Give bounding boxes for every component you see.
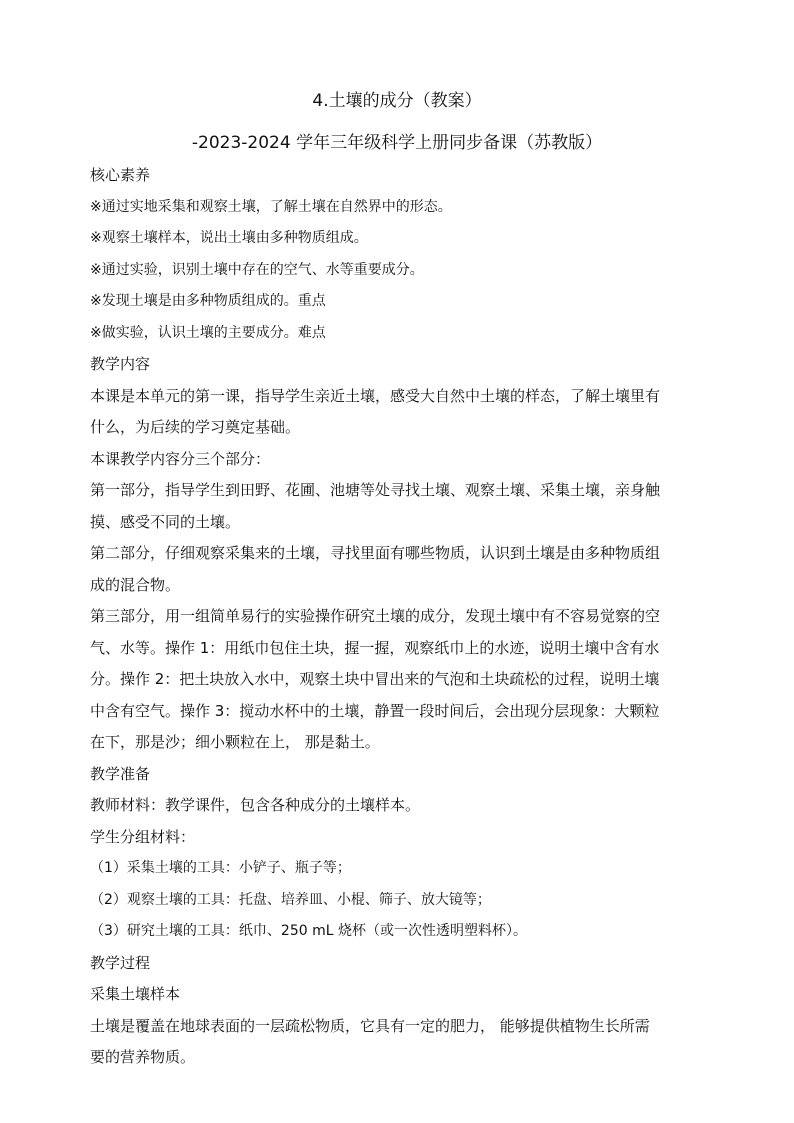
content-part1-line: 摸、感受不同的土壤。 <box>90 512 241 531</box>
document-subtitle: -2023-2024 学年三年级科学上册同步备课（苏教版） <box>191 133 603 153</box>
preparation-teacher: 教师材料：教学课件，包含各种成分的土壤样本。 <box>90 796 421 814</box>
section-heading-content: 教学内容 <box>90 355 151 373</box>
content-intro-line: 什么，为后续的学习奠定基础。 <box>90 418 301 436</box>
process-line: 土壤是覆盖在地球表面的一层疏松物质，它具有一定的肥力， 能够提供植物生长所需 <box>90 1016 650 1035</box>
content-part3-line: 第三部分，用一组简单易行的实验操作研究土壤的成分，发现土壤中有不容易觉察的空 <box>90 607 661 625</box>
content-part3-line: 分。操作 2：把土块放入水中，观察土块中冒出来的气泡和土块疏松的过程，说明土壤 <box>90 670 660 688</box>
preparation-item: （1）采集土壤的工具：小铲子、瓶子等； <box>90 860 351 876</box>
preparation-item: （2）观察土壤的工具：托盘、培养皿、小棍、筛子、放大镜等； <box>90 891 491 908</box>
content-parts-label: 本课教学内容分三个部分： <box>90 449 271 468</box>
core-literacy-item: ※观察土壤样本，说出土壤由多种物质组成。 <box>90 230 368 246</box>
content-part2-line: 第二部分，仔细观察采集来的土壤，寻找里面有哪些物质，认识到土壤是由多种物质组 <box>90 544 661 562</box>
preparation-student-label: 学生分组材料： <box>90 827 196 846</box>
document-title: 4.土壤的成分（教案） <box>312 91 482 111</box>
document-body <box>90 160 710 1074</box>
core-literacy-item: ※通过实验，识别土壤中存在的空气、水等重要成分。 <box>90 261 424 278</box>
preparation-item: （3）研究土壤的工具：纸巾、250 mL 烧杯（或一次性透明塑料杯）。 <box>90 923 527 939</box>
section-heading-process: 教学过程 <box>90 953 151 972</box>
content-part2-line: 成的混合物。 <box>90 575 181 594</box>
process-sub-heading: 采集土壤样本 <box>90 985 181 1003</box>
content-part3-line: 气、水等。操作 1：用纸巾包住土块，握一握，观察纸巾上的水迹，说明土壤中含有水 <box>90 638 660 657</box>
content-intro-line: 本课是本单元的第一课，指导学生亲近土壤，感受大自然中土壤的样态，了解土壤里有 <box>90 386 661 405</box>
core-literacy-item: ※做实验，认识土壤的主要成分。难点 <box>90 324 326 341</box>
content-part1-line: 第一部分，指导学生到田野、花圃、池塘等处寻找土壤、观察土壤、采集土壤，亲身触 <box>90 481 661 499</box>
section-heading-preparation: 教学准备 <box>90 764 151 783</box>
core-literacy-item: ※发现土壤是由多种物质组成的。重点 <box>90 293 326 309</box>
content-part3-line: 中含有空气。操作 3：搅动水杯中的土壤，静置一段时间后，会出现分层现象：大颗粒 <box>90 701 660 720</box>
section-heading-core-literacy: 核心素养 <box>90 166 151 184</box>
process-line: 要的营养物质。 <box>90 1048 196 1066</box>
content-part3-line: 在下，那是沙；细小颗粒在上， 那是黏土。 <box>90 733 380 751</box>
core-literacy-item: ※通过实地采集和观察土壤，了解土壤在自然界中的形态。 <box>90 198 452 215</box>
